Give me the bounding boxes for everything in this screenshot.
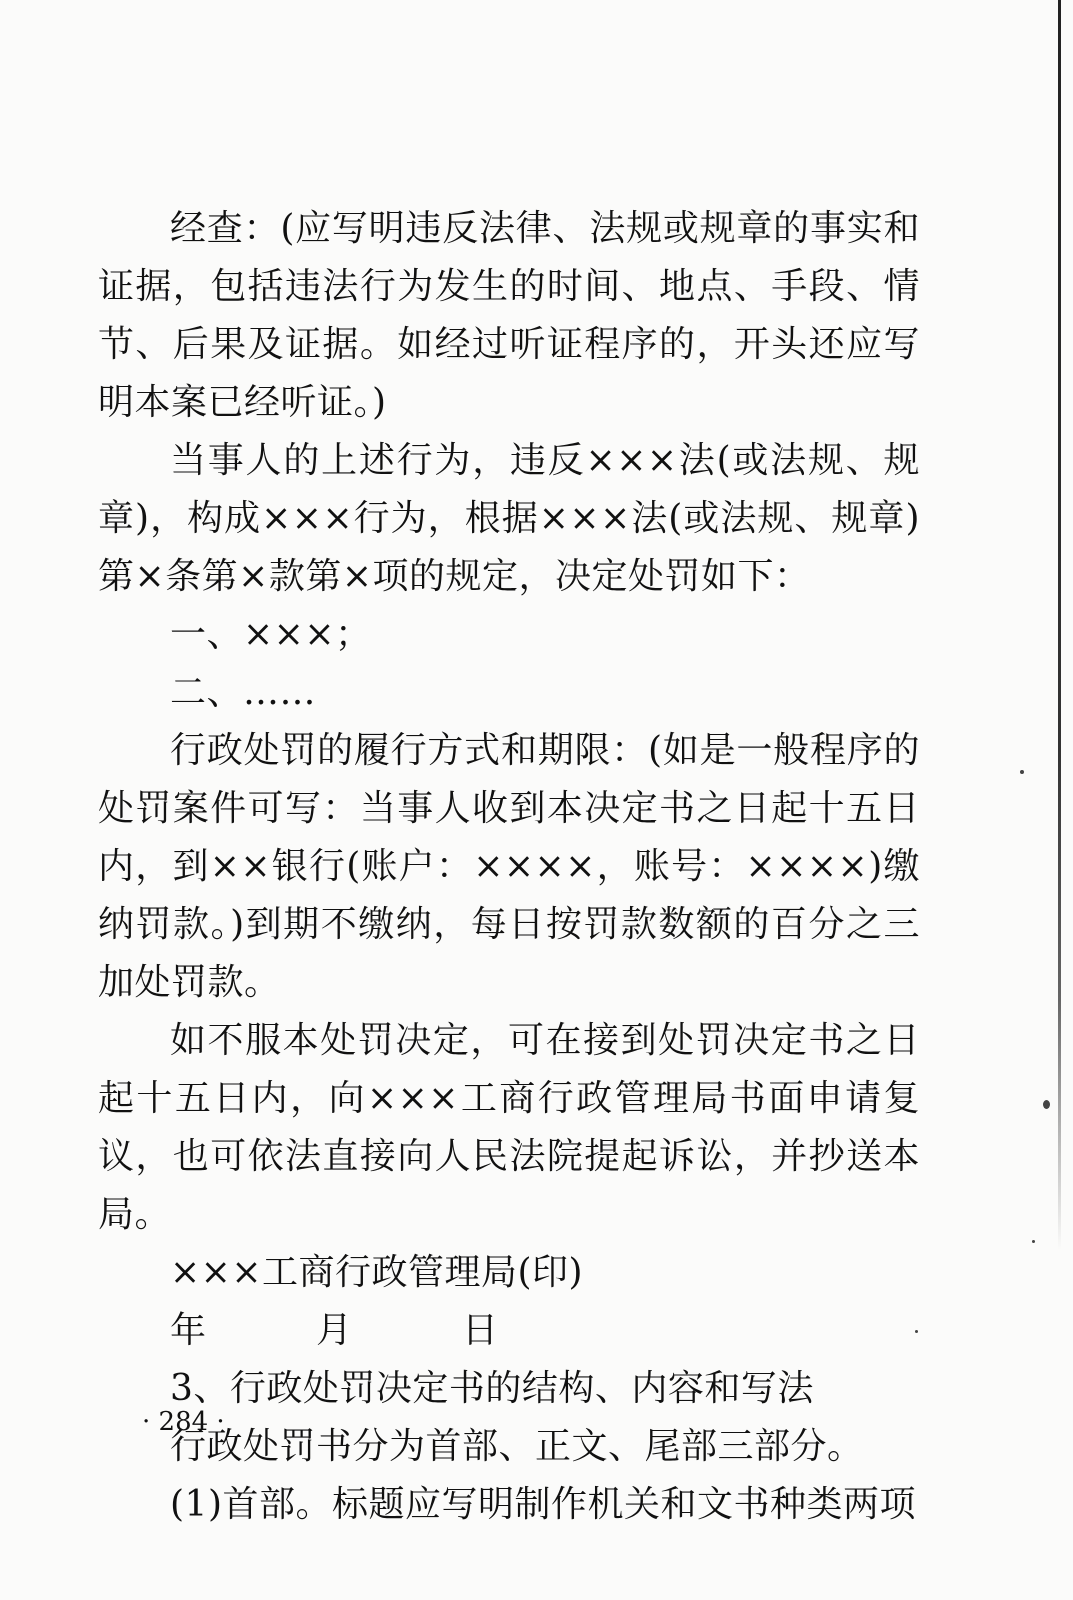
body-text xyxy=(98,200,920,1534)
signature-line: ×××工商行政管理局(印) xyxy=(170,1252,584,1293)
scan-speck xyxy=(1032,1240,1035,1243)
penalty-item-1: 一、×××； xyxy=(170,614,372,655)
scan-speck xyxy=(915,1330,918,1333)
paragraph-payment-terms: 行政处罚的履行方式和期限：(如是一般程序的处罚案件可写：当事人收到本决定书之日起十五日内，到××银行(账户：××××，账号：××××)缴纳罚款。)到期不缴纳，每日按罚款数额的百分之三加处罚款。 xyxy=(98,730,920,1003)
paragraph-header-part: (1)首部。标题应写明制作机关和文书种类两项 xyxy=(170,1484,916,1525)
section-heading: 3、行政处罚决定书的结构、内容和写法 xyxy=(170,1368,814,1409)
paragraph-appeal-rights: 如不服本处罚决定，可在接到处罚决定书之日起十五日内，向×××工商行政管理局书面申请复议，也可依法直接向人民法院提起诉讼，并抄送本局。 xyxy=(98,1020,920,1235)
paragraph-structure: 行政处罚书分为首部、正文、尾部三部分。 xyxy=(170,1426,864,1467)
page-number: · 284 · xyxy=(142,1407,225,1437)
date-line: 年 月 日 xyxy=(170,1310,499,1351)
scan-edge-shadow xyxy=(1058,0,1061,1250)
paragraph-violation: 当事人的上述行为，违反×××法(或法规、规章)，构成×××行为，根据×××法(或法规、规章)第×条第×款第×项的规定，决定处罚如下： xyxy=(98,440,920,597)
scan-speck xyxy=(1020,770,1024,774)
paragraph-findings: 经查：(应写明违反法律、法规或规章的事实和证据，包括违法行为发生的时间、地点、手段、情节、后果及证据。如经过听证程序的，开头还应写明本案已经听证。) xyxy=(98,208,920,423)
penalty-item-2: 二、…… xyxy=(170,672,317,713)
scan-speck xyxy=(1043,1100,1050,1109)
